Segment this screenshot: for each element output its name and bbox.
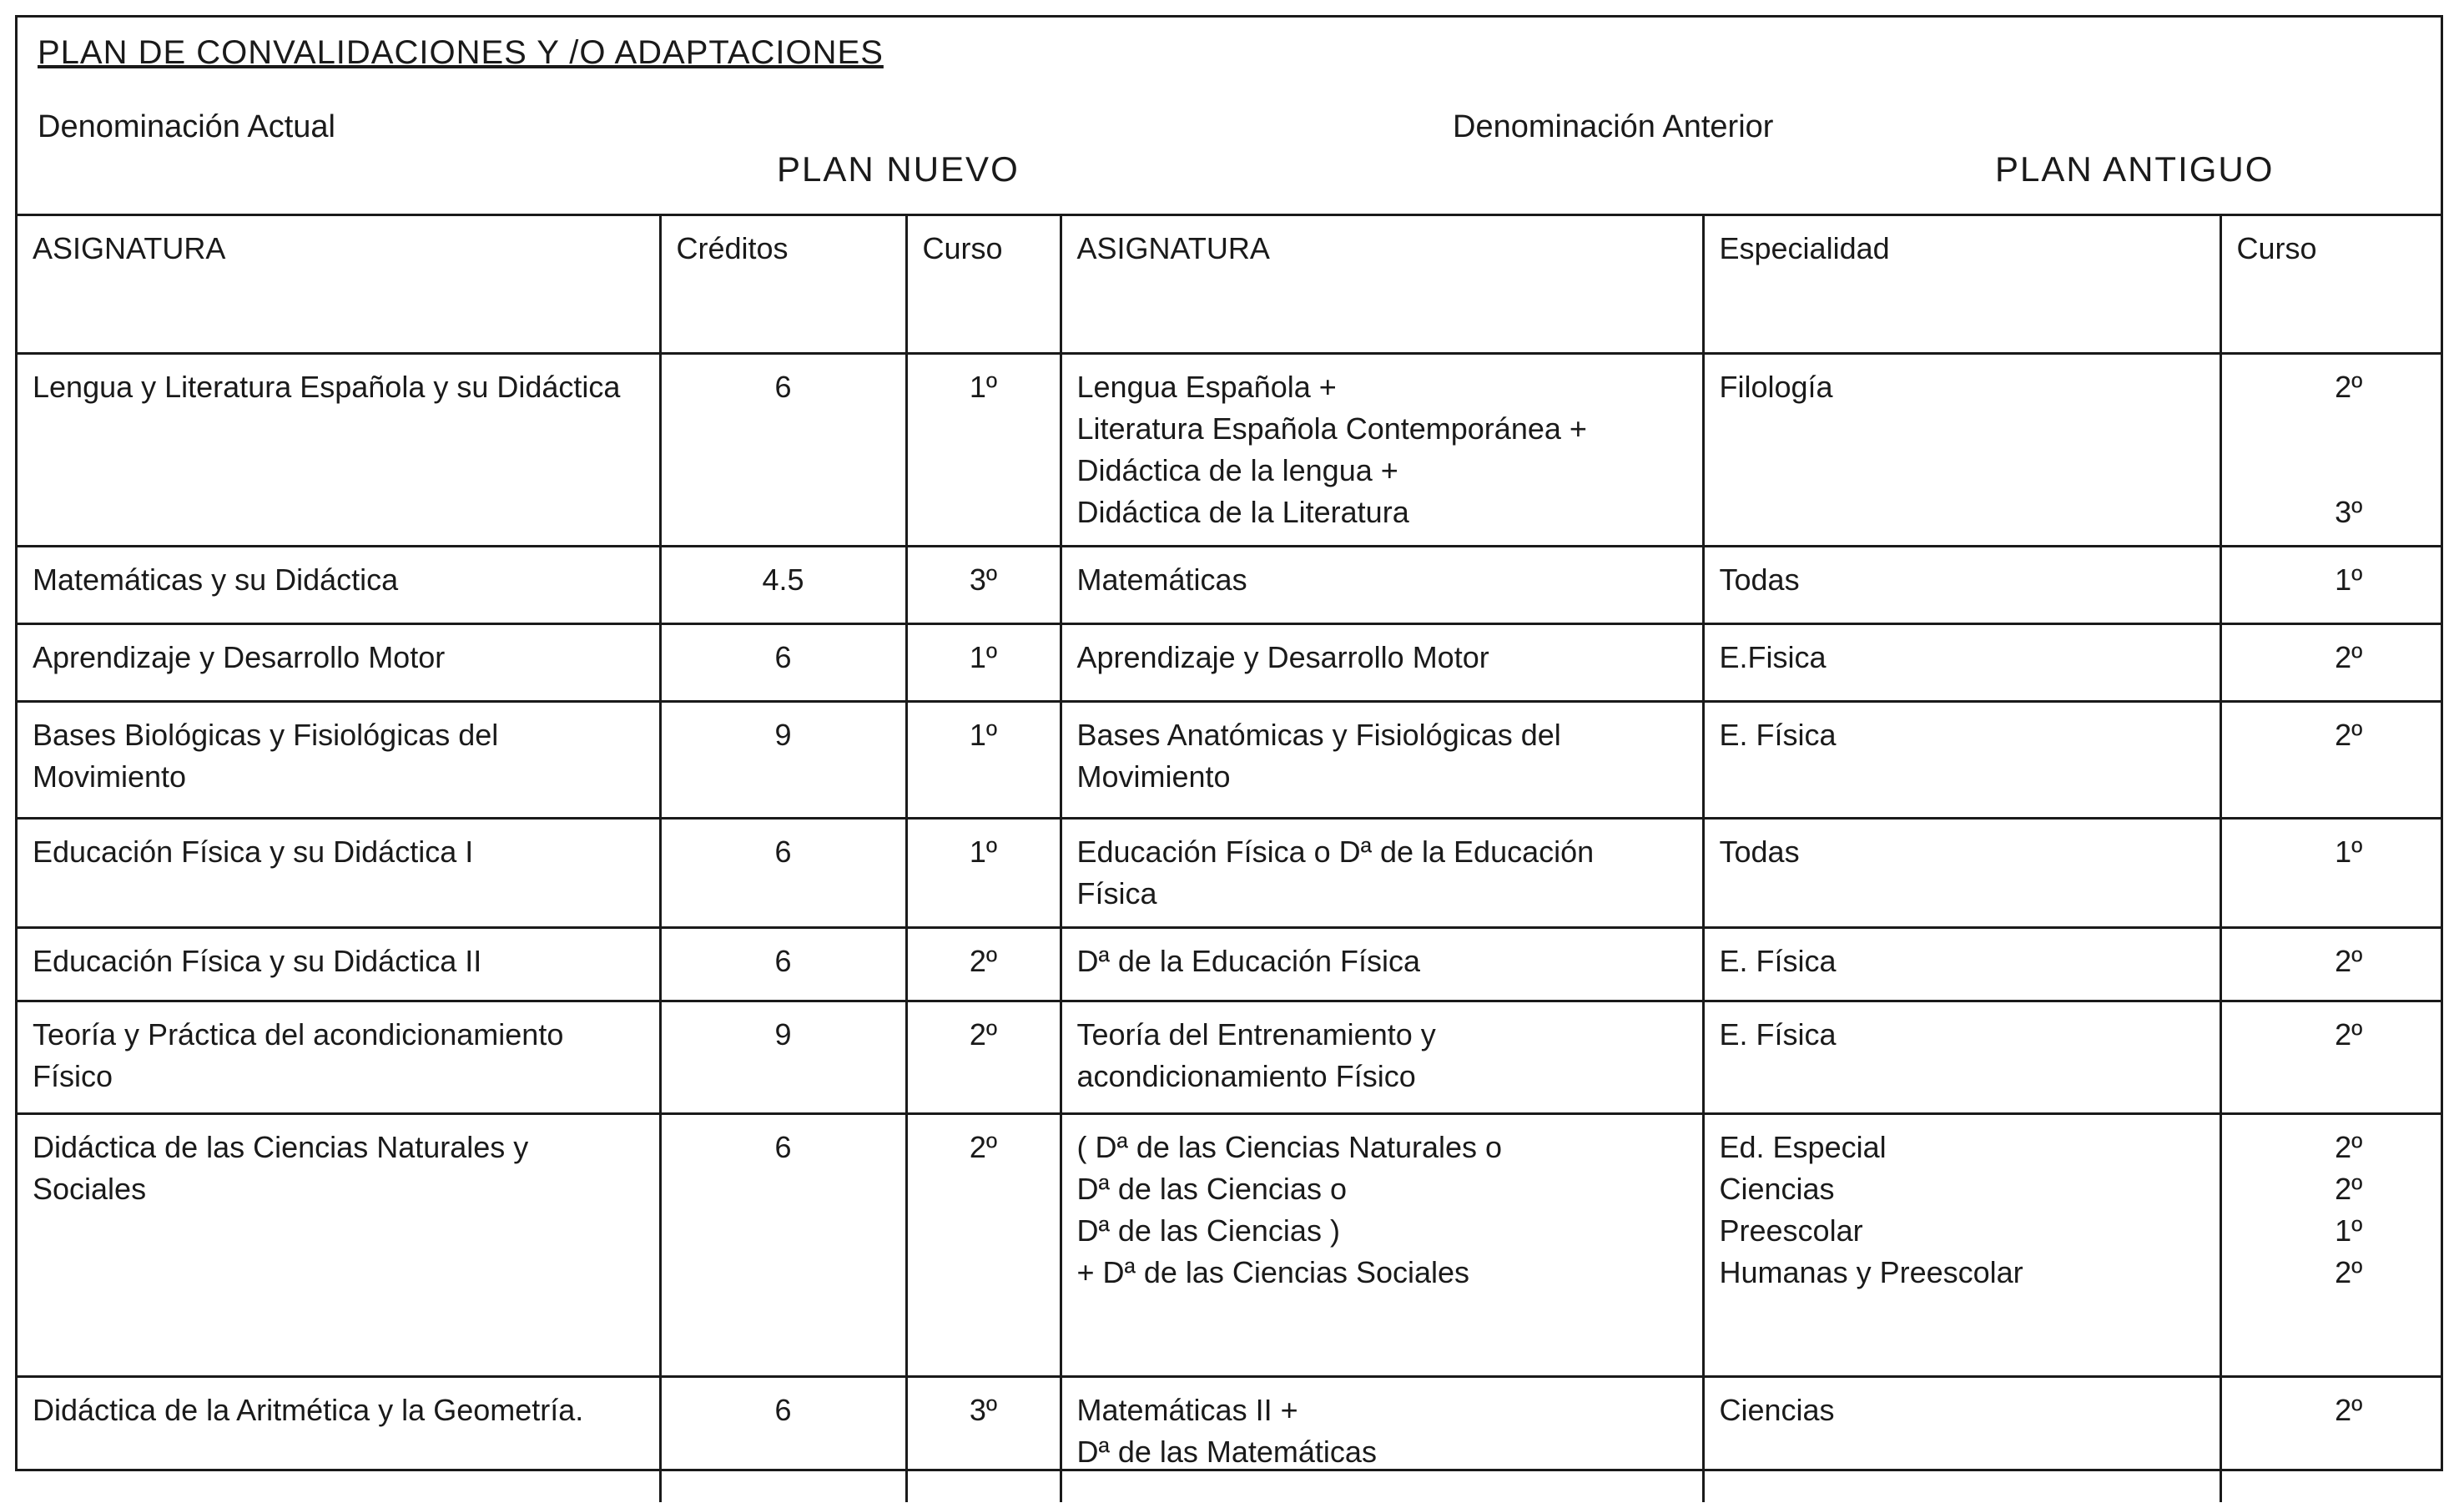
cell-asignatura-old-line: Educación Física o Dª de la Educación xyxy=(1076,835,1595,869)
cell-especialidad-line: Ciencias xyxy=(1719,1172,1835,1206)
cell-asignatura-new-line: Matemáticas y su Didáctica xyxy=(33,562,399,597)
cell-especialidad-line: E.Fisica xyxy=(1719,640,1827,674)
cell-curso-old xyxy=(2220,1114,2441,1377)
cell-asignatura-new xyxy=(18,1377,660,1502)
cell-asignatura-old xyxy=(1061,1114,1703,1377)
cell-asignatura-old-line: Dª de las Ciencias ) xyxy=(1076,1213,1340,1248)
cell-especialidad-line: Filología xyxy=(1719,370,1833,404)
cell-creditos: 6 xyxy=(660,1377,906,1502)
cell-asignatura-old-line: Literatura Española Contemporánea + xyxy=(1076,411,1587,446)
table-row xyxy=(18,819,2441,928)
cell-curso-old-line: 1º xyxy=(2335,1213,2363,1248)
cell-asignatura-old-line: Dª de la Educación Física xyxy=(1076,944,1421,978)
cell-especialidad-line: E. Física xyxy=(1719,718,1837,752)
cell-curso-old-line xyxy=(2272,450,2426,492)
cell-curso-old xyxy=(2220,1377,2441,1502)
cell-curso-old xyxy=(2220,624,2441,702)
cell-curso-new: 3º xyxy=(906,1377,1061,1502)
cell-asignatura-old-line: Didáctica de la lengua + xyxy=(1076,453,1398,487)
cell-asignatura-old-line: Dª de las Ciencias o xyxy=(1076,1172,1347,1206)
cell-asignatura-old-line: Lengua Española + xyxy=(1076,370,1337,404)
cell-creditos: 6 xyxy=(660,819,906,928)
cell-asignatura-old-line: Aprendizaje y Desarrollo Motor xyxy=(1076,640,1489,674)
cell-curso-new: 2º xyxy=(906,1114,1061,1377)
cell-asignatura-new xyxy=(18,1001,660,1114)
table-row xyxy=(18,624,2441,702)
cell-creditos: 9 xyxy=(660,1001,906,1114)
current-denomination-label: Denominación Actual xyxy=(38,109,335,144)
table-row xyxy=(18,1114,2441,1377)
table-row xyxy=(18,1377,2441,1502)
cell-asignatura-new-line: Educación Física y su Didáctica I xyxy=(33,835,474,869)
table-row xyxy=(18,702,2441,819)
cell-curso-old-line xyxy=(2272,408,2426,450)
cell-asignatura-old xyxy=(1061,819,1703,928)
cell-asignatura-new-line: Bases Biológicas y Fisiológicas del xyxy=(33,718,499,752)
cell-curso-new: 1º xyxy=(906,624,1061,702)
old-plan-label: PLAN ANTIGUO xyxy=(1995,149,2275,189)
cell-curso-old xyxy=(2220,1001,2441,1114)
cell-curso-new: 2º xyxy=(906,1001,1061,1114)
cell-asignatura-old-line: + Dª de las Ciencias Sociales xyxy=(1076,1255,1470,1289)
cell-asignatura-new-line: Lengua y Literatura Española y su Didáctica xyxy=(33,370,621,404)
cell-curso-old xyxy=(2220,702,2441,819)
cell-asignatura-old-line: Bases Anatómicas y Fisiológicas del xyxy=(1076,718,1561,752)
cell-asignatura-old-line: Didáctica de la Literatura xyxy=(1076,495,1409,529)
document-sheet xyxy=(15,15,2443,1471)
cell-asignatura-new-line: Movimiento xyxy=(33,759,187,794)
cell-creditos: 9 xyxy=(660,702,906,819)
cell-asignatura-old xyxy=(1061,1377,1703,1502)
cell-curso-old-line: 2º xyxy=(2335,718,2363,752)
cell-especialidad xyxy=(1703,702,2220,819)
cell-asignatura-old xyxy=(1061,1001,1703,1114)
document-title: PLAN DE CONVALIDACIONES Y /O ADAPTACIONES xyxy=(38,34,884,71)
cell-especialidad xyxy=(1703,547,2220,624)
cell-creditos: 6 xyxy=(660,1114,906,1377)
table-row xyxy=(18,928,2441,1001)
cell-asignatura-new-line: Sociales xyxy=(33,1172,147,1206)
cell-especialidad-line: Humanas y Preescolar xyxy=(1719,1255,2023,1289)
cell-especialidad xyxy=(1703,1001,2220,1114)
previous-denomination-label: Denominación Anterior xyxy=(1453,109,1774,144)
header-curso-old: Curso xyxy=(2220,215,2441,354)
cell-asignatura-new xyxy=(18,1114,660,1377)
cell-creditos: 4.5 xyxy=(660,547,906,624)
cell-curso-old-line: 1º xyxy=(2335,835,2363,869)
new-plan-label: PLAN NUEVO xyxy=(777,149,1020,189)
cell-curso-old xyxy=(2220,928,2441,1001)
cell-asignatura-old xyxy=(1061,354,1703,547)
cell-curso-new: 1º xyxy=(906,354,1061,547)
cell-especialidad-line: Ciencias xyxy=(1719,1393,1835,1427)
cell-curso-old-line: 2º xyxy=(2335,944,2363,978)
cell-curso-old-line: 2º xyxy=(2335,640,2363,674)
cell-especialidad xyxy=(1703,928,2220,1001)
header-asignatura-new: ASIGNATURA xyxy=(18,215,660,354)
cell-especialidad xyxy=(1703,1114,2220,1377)
cell-asignatura-new xyxy=(18,354,660,547)
cell-curso-old-line: 2º xyxy=(2335,1017,2363,1052)
cell-asignatura-new-line: Didáctica de las Ciencias Naturales y xyxy=(33,1130,529,1164)
cell-asignatura-new xyxy=(18,819,660,928)
cell-asignatura-new-line: Físico xyxy=(33,1059,113,1093)
cell-asignatura-new-line: Educación Física y su Didáctica II xyxy=(33,944,482,978)
cell-curso-old-line: 1º xyxy=(2335,562,2363,597)
cell-curso-old-line: 2º xyxy=(2335,1130,2363,1164)
cell-especialidad xyxy=(1703,1377,2220,1502)
header-asignatura-old: ASIGNATURA xyxy=(1061,215,1703,354)
cell-especialidad-line: Preescolar xyxy=(1719,1213,1863,1248)
cell-asignatura-old xyxy=(1061,702,1703,819)
cell-creditos: 6 xyxy=(660,354,906,547)
cell-asignatura-old-line: acondicionamiento Físico xyxy=(1076,1059,1416,1093)
cell-especialidad xyxy=(1703,354,2220,547)
cell-especialidad-line: E. Física xyxy=(1719,1017,1837,1052)
cell-creditos: 6 xyxy=(660,928,906,1001)
cell-curso-old-line: 2º xyxy=(2335,1255,2363,1289)
cell-asignatura-old-line: Movimiento xyxy=(1076,759,1231,794)
cell-curso-old-line: 2º xyxy=(2335,1393,2363,1427)
table-row xyxy=(18,1001,2441,1114)
cell-curso-new: 1º xyxy=(906,702,1061,819)
header-creditos: Créditos xyxy=(660,215,906,354)
cell-creditos: 6 xyxy=(660,624,906,702)
cell-asignatura-new-line: Aprendizaje y Desarrollo Motor xyxy=(33,640,446,674)
cell-asignatura-new-line: Didáctica de la Aritmética y la Geometría. xyxy=(33,1393,584,1427)
cell-curso-new: 2º xyxy=(906,928,1061,1001)
cell-curso-old xyxy=(2220,354,2441,547)
cell-asignatura-old xyxy=(1061,928,1703,1001)
cell-especialidad xyxy=(1703,624,2220,702)
cell-asignatura-new xyxy=(18,624,660,702)
cell-curso-old xyxy=(2220,547,2441,624)
cell-asignatura-new xyxy=(18,547,660,624)
cell-curso-old-line: 3º xyxy=(2335,495,2363,529)
cell-asignatura-old-line: Matemáticas II + xyxy=(1076,1393,1298,1427)
cell-asignatura-old xyxy=(1061,624,1703,702)
cell-especialidad xyxy=(1703,819,2220,928)
cell-curso-new: 3º xyxy=(906,547,1061,624)
cell-asignatura-new-line: Teoría y Práctica del acondicionamiento xyxy=(33,1017,564,1052)
cell-especialidad-line: E. Física xyxy=(1719,944,1837,978)
table-header-row xyxy=(18,215,2441,354)
cell-asignatura-old-line: ( Dª de las Ciencias Naturales o xyxy=(1076,1130,1503,1164)
cell-asignatura-old-line: Física xyxy=(1076,876,1157,910)
cell-curso-old-line: 2º xyxy=(2335,370,2363,404)
cell-asignatura-old-line: Dª de las Matemáticas xyxy=(1076,1435,1377,1469)
cell-curso-new: 1º xyxy=(906,819,1061,928)
cell-especialidad-line: Todas xyxy=(1719,835,1800,869)
cell-asignatura-old xyxy=(1061,547,1703,624)
cell-curso-old-line: 2º xyxy=(2335,1172,2363,1206)
cell-especialidad-line: Ed. Especial xyxy=(1719,1130,1887,1164)
header-curso-new: Curso xyxy=(906,215,1061,354)
cell-especialidad-line: Todas xyxy=(1719,562,1800,597)
table-row xyxy=(18,547,2441,624)
cell-asignatura-old-line: Teoría del Entrenamiento y xyxy=(1076,1017,1436,1052)
cell-asignatura-new xyxy=(18,702,660,819)
cell-curso-old xyxy=(2220,819,2441,928)
cell-asignatura-old-line: Matemáticas xyxy=(1076,562,1247,597)
conversion-table xyxy=(18,214,2441,1502)
header-especialidad: Especialidad xyxy=(1703,215,2220,354)
cell-asignatura-new xyxy=(18,928,660,1001)
table-row xyxy=(18,354,2441,547)
